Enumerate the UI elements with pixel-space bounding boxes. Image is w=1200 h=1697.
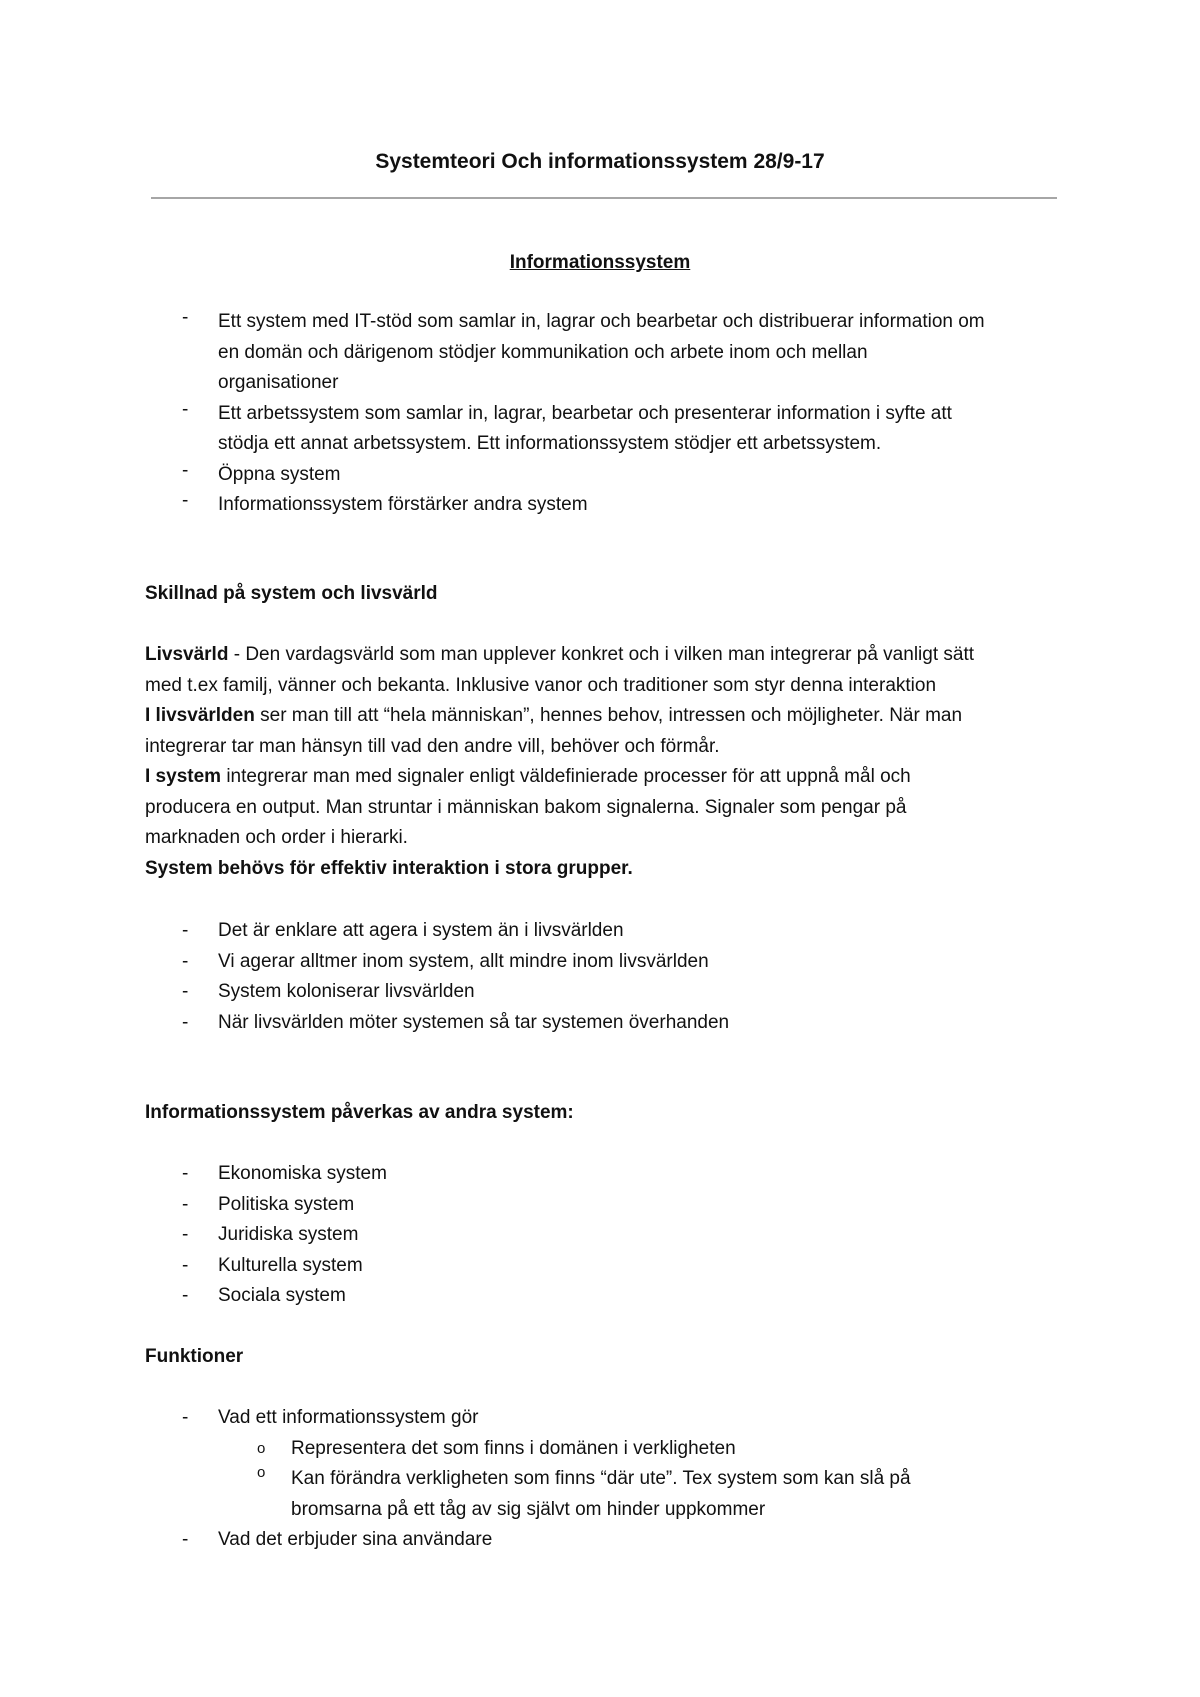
section-heading-funktioner: Funktioner	[145, 1346, 244, 1367]
dash-bullet: -	[182, 398, 189, 420]
list-item	[145, 307, 1065, 399]
dash-bullet: -	[182, 1285, 189, 1306]
section2-list	[145, 916, 1065, 1038]
list-item-text: När livsvärlden möter systemen så tar systemen överhanden	[218, 1011, 730, 1033]
dash-bullet: -	[182, 490, 189, 511]
section2	[145, 579, 1065, 610]
list-item	[145, 1281, 1065, 1312]
dash-bullet: -	[182, 1407, 189, 1428]
list-item-text: Ett arbetssystem som samlar in, lagrar, bearbetar och presenterar information i syfte att	[218, 402, 952, 424]
dash-bullet: -	[182, 1011, 189, 1033]
list-item-text: Sociala system	[218, 1285, 346, 1306]
section3	[145, 1098, 1065, 1129]
paragraph-line: integrerar tar man hänsyn till vad den andre vill, behöver och förmår.	[145, 735, 720, 757]
list-item-text: Vad det erbjuder sina användare	[218, 1529, 493, 1550]
section2-body	[145, 640, 1065, 884]
list-item	[145, 1403, 1065, 1434]
dash-bullet: -	[182, 1529, 189, 1550]
list-item-text: bromsarna på ett tåg av sig självt om hinder uppkommer	[291, 1498, 766, 1520]
list-item-text: Juridiska system	[218, 1224, 359, 1245]
list-item	[145, 460, 1065, 491]
list-item	[145, 1251, 1065, 1282]
list-item-text: Representera det som finns i domänen i verkligheten	[291, 1437, 736, 1459]
paragraph-line: producera en output. Man struntar i människan bakom signalerna. Signaler som pengar på	[145, 796, 907, 818]
list-item	[145, 1525, 1065, 1556]
conclusion-text	[145, 854, 1065, 885]
paragraph-text: - Den vardagsvärld som man upplever konkret och i vilken man integrerar på vanligt sätt	[228, 644, 975, 665]
list-item-text: Vad ett informationssystem gör	[218, 1407, 479, 1428]
list-item-text: Kulturella system	[218, 1254, 363, 1276]
list-item-text: Kan förändra verkligheten som finns “där ute”. Tex system som kan slå på	[291, 1468, 911, 1489]
paragraph-line	[145, 701, 1065, 732]
list-item-text: Ett system med IT-stöd som samlar in, lagrar och bearbetar och distribuerar information om	[218, 311, 985, 332]
paragraph-line: marknaden och order i hierarki.	[145, 827, 408, 848]
list-item-text: en domän och därigenom stödjer kommunikation och arbete inom och mellan	[218, 341, 868, 363]
dash-bullet: -	[182, 950, 189, 972]
list-item	[145, 977, 1065, 1008]
list-item-text: Ekonomiska system	[218, 1163, 387, 1184]
sub-list-item	[145, 1464, 1065, 1525]
list-item-text: Det är enklare att agera i system än i livsvärlden	[218, 920, 624, 941]
list-item	[145, 916, 1065, 947]
section4-list	[145, 1403, 1065, 1556]
sub-list-item	[145, 1434, 1065, 1465]
section-heading-skillnad: Skillnad på system och livsvärld	[145, 583, 438, 604]
list-item	[145, 399, 1065, 460]
term-i-livsvarlden: I livsvärlden	[145, 705, 255, 726]
term-i-system: I system	[145, 766, 222, 787]
section-heading-paverkas: Informationssystem påverkas av andra system:	[145, 1102, 574, 1123]
list-item-text: Vi agerar alltmer inom system, allt mindre inom livsvärlden	[218, 950, 709, 972]
circle-bullet: o	[257, 1439, 266, 1457]
list-item-text: Öppna system	[218, 463, 341, 485]
list-item-text: stödja ett annat arbetssystem. Ett informationssystem stödjer ett arbetssystem.	[218, 433, 882, 454]
list-item-text: organisationer	[218, 372, 339, 393]
paragraph-text: integrerar man med signaler enligt väldefinierade processer för att uppnå mål och	[221, 766, 911, 787]
paragraph-text: ser man till att “hela människan”, hennes behov, intressen och möjligheter. När man	[254, 705, 963, 726]
section1-list	[145, 307, 1065, 521]
list-item	[145, 490, 1065, 521]
list-item	[145, 1008, 1065, 1039]
title-divider	[151, 197, 1057, 199]
dash-bullet: -	[182, 1224, 189, 1245]
section-heading-informationssystem: Informationssystem	[509, 252, 691, 273]
list-item-text: Politiska system	[218, 1193, 355, 1215]
dash-bullet: -	[182, 1193, 189, 1215]
paragraph-line: med t.ex familj, vänner och bekanta. Inklusive vanor och traditioner som styr denna interaktion	[145, 674, 937, 696]
section4	[145, 1342, 1065, 1373]
list-item	[145, 1190, 1065, 1221]
paragraph-line	[145, 640, 1065, 671]
list-item	[145, 947, 1065, 978]
list-item-text: Informationssystem förstärker andra system	[218, 494, 588, 515]
dash-bullet: -	[182, 1163, 189, 1184]
section3-list	[145, 1159, 1065, 1312]
dash-bullet: -	[182, 459, 189, 481]
page-title: Systemteori Och informationssystem 28/9-17	[375, 150, 825, 173]
dash-bullet: -	[182, 307, 189, 328]
dash-bullet: -	[182, 920, 189, 941]
list-item-text: System koloniserar livsvärlden	[218, 981, 475, 1002]
paragraph-line	[145, 762, 1065, 793]
circle-bullet: o	[257, 1464, 266, 1481]
conclusion-bold: System behövs för effektiv interaktion i stora grupper.	[145, 857, 633, 879]
term-livsvarld: Livsvärld	[145, 644, 229, 665]
list-item	[145, 1220, 1065, 1251]
dash-bullet: -	[182, 981, 189, 1002]
dash-bullet: -	[182, 1254, 189, 1276]
list-item	[145, 1159, 1065, 1190]
